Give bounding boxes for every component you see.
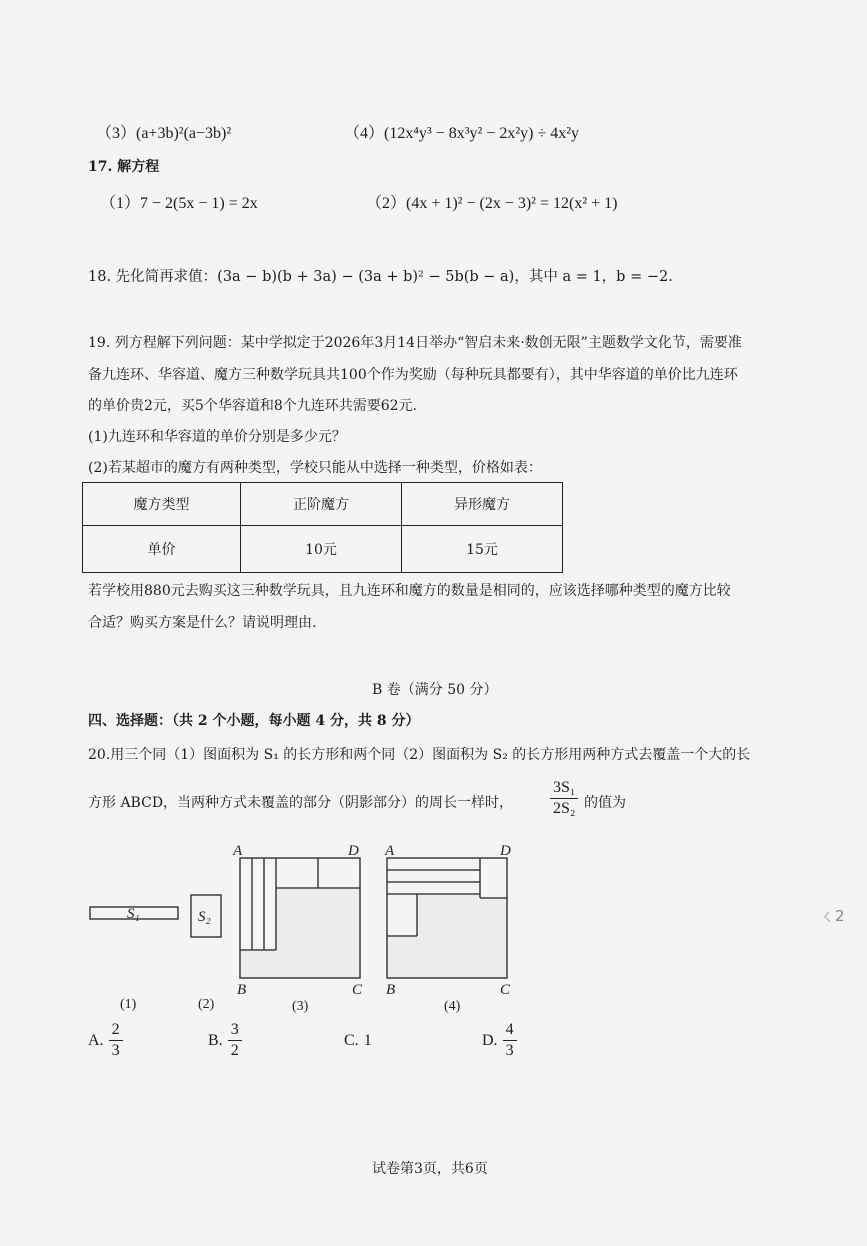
p19-line3: 的单价贵2元，买5个华容道和8个九连环共需要62元.	[88, 398, 417, 414]
p16-item4: （4）(12x⁴y³ − 8x³y² − 2x²y) ÷ 4x²y	[344, 125, 580, 142]
margin-note: ㄑ2	[820, 907, 845, 925]
page-footer: 试卷第3页，共6页	[372, 1161, 488, 1177]
table-cell: 10元	[241, 526, 402, 573]
option-denominator: 3	[505, 1042, 514, 1059]
option-d	[482, 1020, 517, 1061]
option-c	[344, 1030, 372, 1050]
option-letter: B.	[208, 1032, 223, 1049]
table-header-cell: 异形魔方	[402, 483, 563, 526]
fraction-denominator: 2S₂	[553, 800, 576, 817]
label-d: D	[348, 843, 359, 859]
option-numerator: 2	[109, 1020, 123, 1041]
p19-q1: (1)九连环和华容道的单价分别是多少元？	[88, 429, 346, 445]
p17-item1: （1）7 − 2(5x − 1) = 2x	[100, 195, 258, 212]
table-row	[83, 483, 563, 526]
rectangle-cover-figure	[0, 830, 867, 1030]
p19-line1: 19. 列方程解下列问题：某中学拟定于2026年3月14日举办“智启未来·数创无限”主题数学文化节，需要准	[88, 335, 742, 351]
label-a: A	[233, 843, 243, 859]
s2-left-cover	[387, 894, 417, 936]
option-b	[208, 1020, 242, 1061]
s1-strips-cover	[240, 858, 276, 950]
option-numerator: 3	[228, 1020, 242, 1041]
p20-line2-end: 的值为	[584, 795, 626, 811]
caption-1: (1)	[120, 997, 137, 1012]
label-a: A	[385, 843, 395, 859]
table-header-cell: 正阶魔方	[241, 483, 402, 526]
option-denominator: 3	[111, 1042, 120, 1059]
table-header-cell: 魔方类型	[83, 483, 241, 526]
label-c: C	[500, 982, 511, 998]
p20-line2: 方形 ABCD，当两种方式未覆盖的部分（阴影部分）的周长一样时，	[88, 795, 514, 811]
label-d: D	[500, 843, 511, 859]
p17-title: 17. 解方程	[88, 159, 160, 175]
caption-2: (2)	[198, 997, 215, 1012]
p20-line1: 20.用三个同（1）图面积为 S₁ 的长方形和两个同（2）图面积为 S₂ 的长方形用两种方式去覆盖一个大的长	[88, 747, 751, 763]
caption-4: (4)	[444, 999, 461, 1014]
label-c: C	[352, 982, 363, 998]
s2-label: S₂	[198, 909, 211, 925]
section-b-title: B 卷（满分 50 分）	[372, 682, 498, 698]
table-cell: 单价	[83, 526, 241, 573]
option-value: 1	[363, 1032, 372, 1049]
figure-3	[232, 843, 363, 998]
label-b: B	[237, 982, 247, 998]
table-row	[83, 526, 563, 573]
figure-4	[384, 843, 511, 998]
price-table	[82, 482, 563, 573]
table-cell: 15元	[402, 526, 563, 573]
option-denominator: 2	[230, 1042, 239, 1059]
p19-after1: 若学校用880元去购买这三种数学玩具，且九连环和魔方的数量是相同的，应该选择哪种类型的魔方比较	[88, 583, 731, 599]
p19-after2: 合适？购买方案是什么？请说明理由.	[88, 615, 317, 631]
option-a	[88, 1020, 123, 1061]
option-letter: A.	[88, 1032, 104, 1049]
p20-fraction	[550, 778, 578, 819]
part4-heading: 四、选择题：（共 2 个小题，每小题 4 分，共 8 分）	[88, 713, 420, 729]
option-letter: C.	[344, 1032, 359, 1049]
label-b: B	[386, 982, 396, 998]
p18-text: 18. 先化简再求值：(3a − b)(b + 3a) − (3a + b)² − 5b(b − a)，其中 a = 1，b = −2.	[88, 269, 673, 285]
p19-q2: (2)若某超市的魔方有两种类型，学校只能从中选择一种类型，价格如表：	[88, 460, 542, 476]
p17-item2: （2）(4x + 1)² − (2x − 3)² = 12(x² + 1)	[366, 195, 618, 212]
option-letter: D.	[482, 1032, 498, 1049]
caption-3: (3)	[292, 999, 309, 1014]
s2-right-cover	[480, 858, 507, 898]
p16-item3: （3）(a+3b)²(a−3b)²	[96, 125, 232, 142]
fraction-numerator: 3S₁	[550, 778, 578, 799]
p19-line2: 备九连环、华容道、魔方三种数学玩具共100个作为奖励（每种玩具都要有），其中华容道的单价比九连环	[88, 367, 738, 383]
s1-label: S₁	[127, 906, 140, 922]
option-numerator: 4	[503, 1020, 517, 1041]
